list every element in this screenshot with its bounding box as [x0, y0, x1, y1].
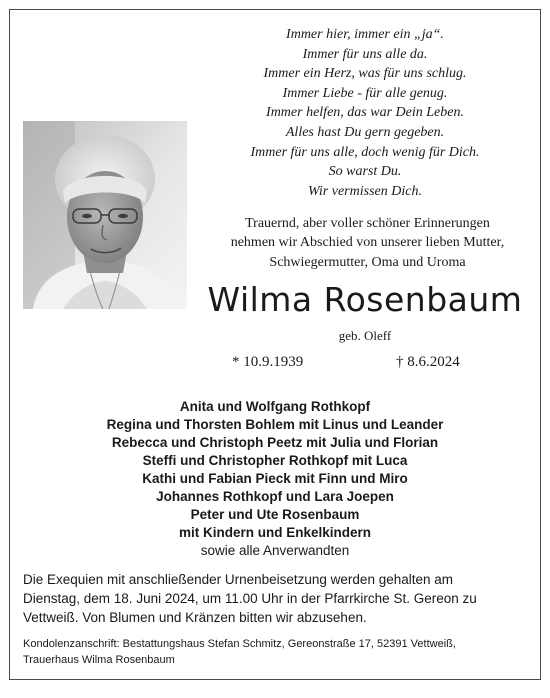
deceased-name: Wilma Rosenbaum — [207, 280, 523, 319]
intro-line: nehmen wir Abschied von unserer lieben Mutter, — [230, 235, 505, 251]
portrait-photo — [23, 121, 187, 309]
portrait-image — [23, 121, 187, 309]
mourner-line: Kathi und Fabian Pieck mit Finn und Miro — [142, 471, 408, 486]
mourner-line: mit Kindern und Enkelkindern — [178, 525, 372, 540]
intro-line: Trauernd, aber voller schöner Erinnerungen — [245, 216, 490, 231]
poem-line: Immer helfen, das war Dein Leben. — [266, 105, 464, 121]
death-date: † 8.6.2024 — [396, 354, 460, 370]
mourners-footer: sowie alle Anverwandten — [200, 543, 350, 558]
condolence-line: Trauerhaus Wilma Rosenbaum — [23, 653, 175, 666]
poem-line: Immer für uns alle da. — [302, 46, 428, 62]
mourner-line: Regina und Thorsten Bohlem mit Linus und Leander — [106, 417, 444, 432]
intro-text — [195, 214, 540, 272]
mourners-list — [10, 398, 540, 560]
funeral-details — [23, 570, 528, 627]
poem — [225, 25, 505, 201]
mourner-line: Steffi und Christopher Rothkopf mit Luca — [142, 453, 408, 468]
intro-line: Schwiegermutter, Oma und Uroma — [269, 254, 466, 270]
mourner-line: Peter und Ute Rosenbaum — [190, 507, 360, 522]
mourner-line: Anita und Wolfgang Rothkopf — [179, 399, 371, 414]
maiden-name: geb. Oleff — [338, 328, 392, 343]
mourner-line: Johannes Rothkopf und Lara Joepen — [156, 489, 394, 504]
condolence-line: Kondolenzanschrift: Bestattungshaus Stefan Schmitz, Gereonstraße 17, 52391 Vettweiß, — [23, 638, 456, 650]
poem-line: So warst Du. — [328, 164, 402, 180]
obituary-notice — [9, 9, 541, 680]
funeral-line: Die Exequien mit anschließender Urnenbeisetzung werden gehalten am — [23, 572, 454, 587]
poem-line: Wir vermissen Dich. — [308, 183, 422, 199]
poem-line: Immer ein Herz, was für uns schlug. — [263, 66, 467, 82]
birth-date: * 10.9.1939 — [232, 354, 304, 370]
poem-line: Immer Liebe - für alle genug. — [282, 85, 448, 101]
poem-line: Alles hast Du gern gegeben. — [285, 124, 445, 140]
poem-line: Immer hier, immer ein „ja“. — [286, 27, 444, 42]
mourner-line: Rebecca und Christoph Peetz mit Julia und Florian — [111, 435, 439, 450]
condolence-address — [23, 637, 528, 668]
funeral-line: Dienstag, dem 18. Juni 2024, um 11.00 Uhr in der Pfarrkirche St. Gereon zu — [23, 591, 477, 606]
funeral-line: Vettweiß. Von Blumen und Kränzen bitten wir abzusehen. — [23, 610, 367, 625]
poem-line: Immer für uns alle, doch wenig für Dich. — [250, 144, 480, 160]
